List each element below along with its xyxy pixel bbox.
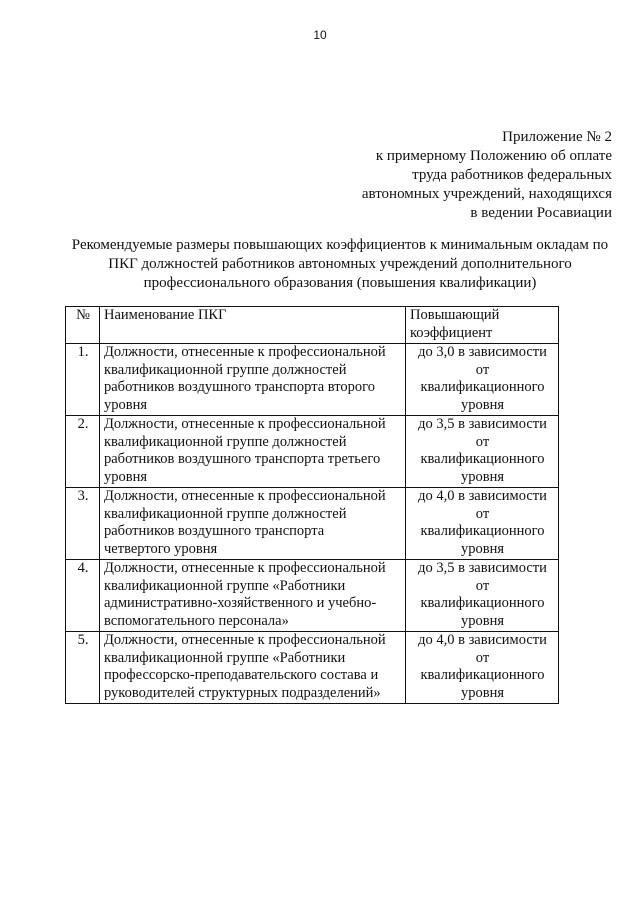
row-pkg-name-line: уровня [104, 396, 148, 413]
row-pkg-name-line: Должности, отнесенные к профессиональной [104, 560, 386, 576]
row-pkg-name-line: профессорско-преподавательского состава и [104, 667, 379, 683]
row-pkg-name-line: Должности, отнесенные к профессиональной [104, 488, 386, 504]
appendix-line: Приложение № 2 [502, 129, 612, 145]
row-coefficient-line: до 3,5 в зависимости [418, 560, 547, 576]
row-coefficient [406, 632, 559, 704]
table-row [66, 560, 559, 632]
row-coefficient-line: до 3,0 в зависимости [418, 344, 547, 360]
row-coefficient-line: уровня [460, 612, 505, 629]
row-coefficient-line: квалификационного [420, 667, 545, 683]
row-coefficient-line: квалификационного [420, 451, 545, 467]
row-number: 4. [66, 560, 100, 632]
row-coefficient-line: уровня [460, 468, 505, 485]
row-number: 1. [66, 344, 100, 416]
row-coefficient-line: уровня [460, 396, 505, 413]
row-coefficient-line: квалификационного [420, 523, 545, 539]
page-number: 10 [313, 28, 327, 42]
row-pkg-name-line: работников воздушного транспорта второго [104, 379, 375, 395]
row-pkg-name-line: четвертого уровня [104, 540, 218, 557]
row-pkg-name-line: руководителей структурных подразделений» [104, 684, 381, 701]
header-number: № [66, 307, 100, 344]
row-coefficient [406, 344, 559, 416]
row-coefficient-line: квалификационного [420, 379, 545, 395]
row-pkg-name [100, 560, 406, 632]
heading-line: Рекомендуемые размеры повышающих коэффициентов к минимальным окладам по [71, 237, 609, 253]
row-number: 5. [66, 632, 100, 704]
heading-line: ПКГ должностей работников автономных учреждений дополнительного [108, 256, 572, 272]
row-number: 3. [66, 488, 100, 560]
row-coefficient-line: до 3,5 в зависимости [418, 416, 547, 432]
row-number: 2. [66, 416, 100, 488]
row-coefficient-line: уровня [460, 684, 505, 701]
appendix-note [282, 128, 612, 223]
row-coefficient [406, 488, 559, 560]
row-pkg-name [100, 416, 406, 488]
row-pkg-name-line: работников воздушного транспорта третьего [104, 451, 381, 467]
heading-line: профессионального образования (повышения квалификации) [143, 275, 537, 291]
row-coefficient-line: до 4,0 в зависимости [418, 488, 547, 504]
row-pkg-name-line: Должности, отнесенные к профессиональной [104, 344, 386, 360]
row-coefficient-line: от [475, 433, 490, 450]
header-coefficient-line: коэффициент [410, 324, 493, 341]
row-coefficient-line: от [475, 649, 490, 666]
appendix-line: автономных учреждений, находящихся [361, 186, 612, 202]
row-coefficient [406, 416, 559, 488]
row-coefficient-line: квалификационного [420, 595, 545, 611]
row-pkg-name-line: Должности, отнесенные к профессиональной [104, 416, 386, 432]
row-pkg-name-line: квалификационной группе должностей [104, 361, 347, 378]
row-coefficient-line: от [475, 361, 490, 378]
table-row [66, 344, 559, 416]
row-coefficient-line: до 4,0 в зависимости [418, 632, 547, 648]
row-pkg-name [100, 344, 406, 416]
row-pkg-name-line: Должности, отнесенные к профессиональной [104, 632, 386, 648]
row-coefficient-line: от [475, 505, 490, 522]
row-coefficient [406, 560, 559, 632]
header-coefficient-line: Повышающий [410, 307, 500, 323]
pkg-coefficients-table [65, 306, 559, 704]
row-pkg-name-line: квалификационной группе «Работники [104, 577, 346, 594]
appendix-line: труда работников федеральных [412, 167, 612, 183]
row-pkg-name-line: квалификационной группе «Работники [104, 649, 346, 666]
table-header-row [66, 307, 559, 344]
table-row [66, 416, 559, 488]
appendix-line: в ведении Росавиации [470, 205, 612, 221]
row-pkg-name [100, 488, 406, 560]
row-pkg-name-line: квалификационной группе должностей [104, 433, 347, 450]
header-pkg-name: Наименование ПКГ [100, 307, 406, 344]
row-pkg-name-line: квалификационной группе должностей [104, 505, 347, 522]
row-pkg-name-line: работников воздушного транспорта [104, 523, 325, 539]
document-heading [60, 236, 620, 293]
row-pkg-name [100, 632, 406, 704]
row-coefficient-line: от [475, 577, 490, 594]
table-row [66, 632, 559, 704]
appendix-line: к примерному Положению об оплате [375, 148, 612, 164]
row-pkg-name-line: административно-хозяйственного и учебно- [104, 595, 377, 611]
row-pkg-name-line: вспомогательного персонала» [104, 612, 289, 629]
row-pkg-name-line: уровня [104, 468, 148, 485]
row-coefficient-line: уровня [460, 540, 505, 557]
table-row [66, 488, 559, 560]
header-coefficient [406, 307, 559, 344]
